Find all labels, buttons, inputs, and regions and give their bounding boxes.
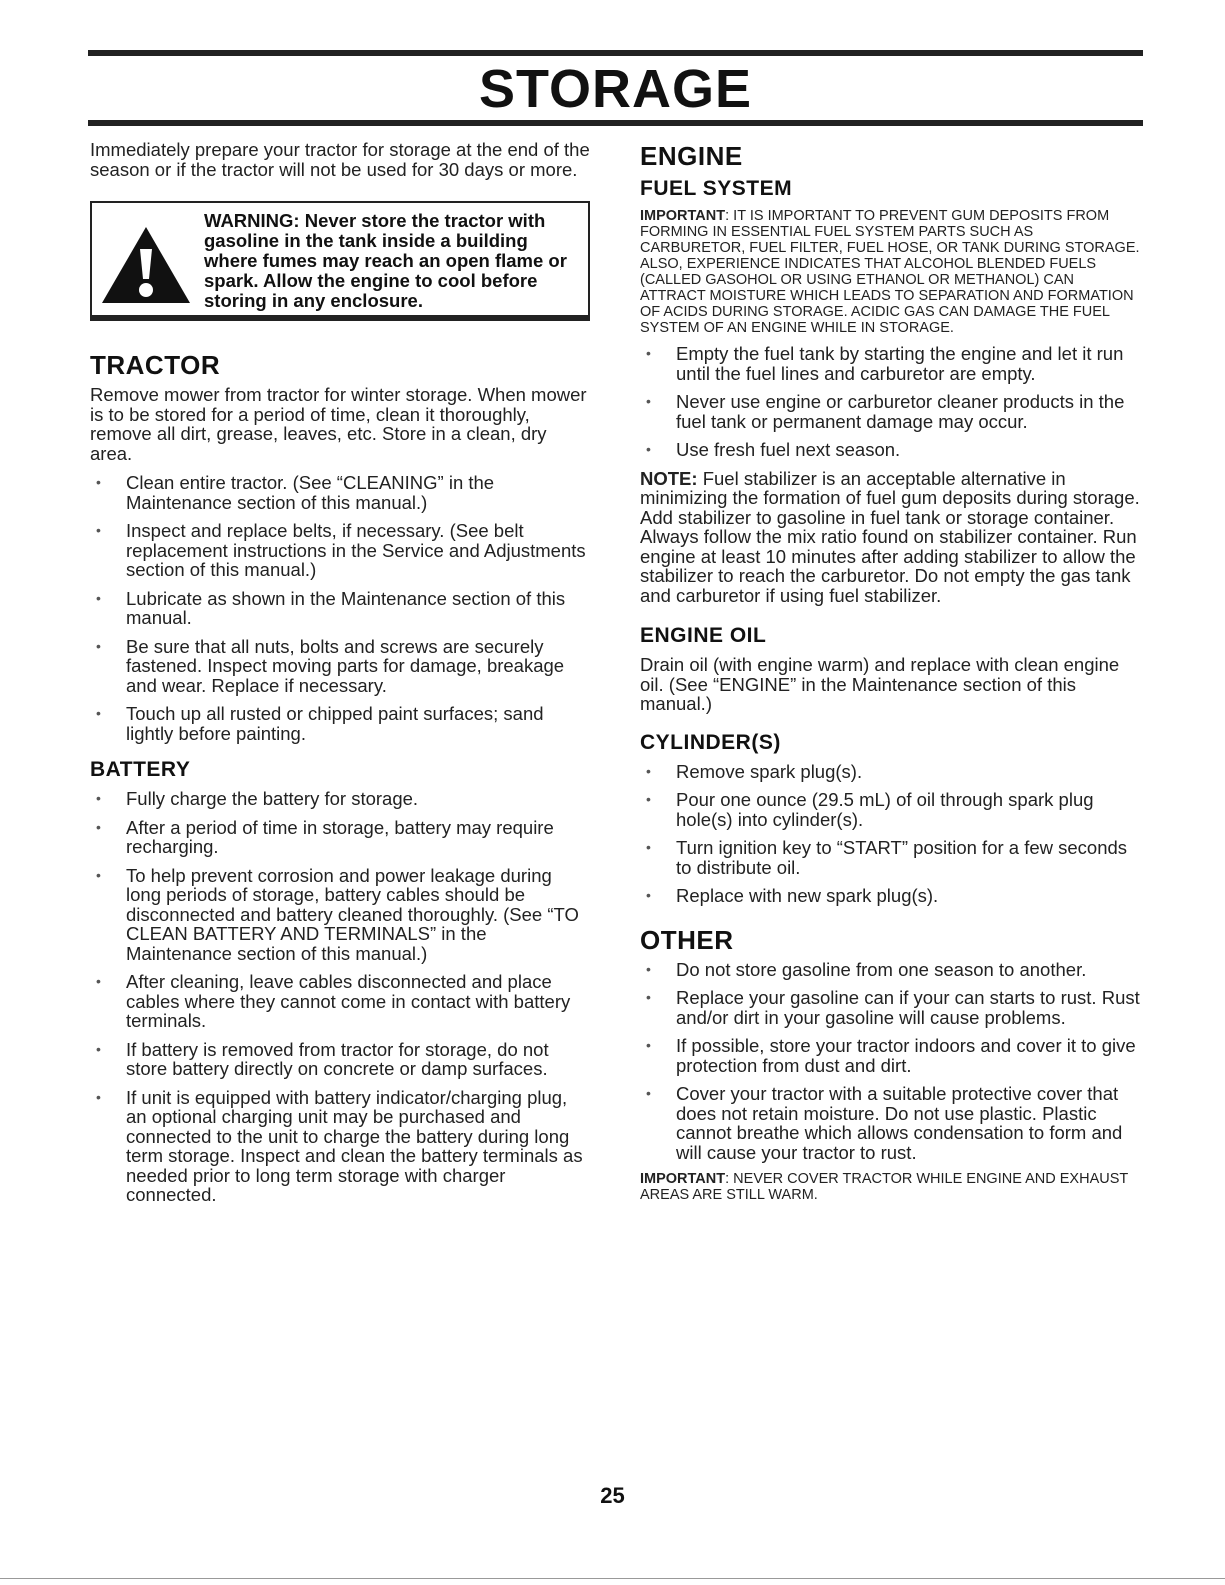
title-rule-top: [88, 50, 1143, 56]
note-text: Fuel stabilizer is an acceptable alternative in minimizing the formation of fuel gum deposits during storage. Add stabilizer to gasoline in fuel tank or storage container. Always follow the mix ratio found on stabilizer container. Run engine at least 10 minutes after adding stabilizer to allow the stabilizer to reach the carburetor. Do not empty the gas tank and carburetor if using fuel stabilizer.: [640, 467, 1140, 606]
fuel-system-list: [640, 344, 1142, 460]
other-important-note: [640, 1171, 1142, 1203]
engine-oil-paragraph: Drain oil (with engine warm) and replace with clean engine oil. (See “ENGINE” in the Maintenance section of this manual.): [640, 654, 1120, 714]
page-title: STORAGE: [478, 59, 753, 119]
list-item: • Remove spark plug(s).: [640, 762, 1142, 782]
note-label: NOTE:: [640, 467, 698, 489]
list-item: • Clean entire tractor. (See “CLEANING” in the Maintenance section of this manual.): [90, 473, 590, 512]
list-item: • Touch up all rusted or chipped paint surfaces; sand lightly before painting.: [90, 704, 590, 743]
other-list: [640, 960, 1142, 1163]
important-text: : NEVER COVER TRACTOR WHILE ENGINE AND EXHAUST AREAS ARE STILL WARM.: [640, 1171, 1128, 1203]
title-rule-bottom: [88, 120, 1143, 126]
list-item: • Turn ignition key to “START” position for a few seconds to distribute oil.: [640, 838, 1142, 877]
footer-rule: [0, 1578, 1225, 1579]
list-item: • Use fresh fuel next season.: [640, 440, 1142, 460]
warning-box: [90, 201, 590, 321]
tractor-heading: TRACTOR: [90, 350, 221, 380]
intro-paragraph: Immediately prepare your tractor for storage at the end of the season or if the tractor will not be used for 30 days or more.: [90, 139, 590, 180]
warning-triangle-icon: [100, 225, 192, 305]
other-heading: OTHER: [640, 924, 734, 955]
fuel-stabilizer-note: [640, 469, 1142, 606]
list-item: • Replace with new spark plug(s).: [640, 886, 1142, 906]
list-item: • Replace your gasoline can if your can starts to rust. Rust and/or dirt in your gasoline will cause problems.: [640, 988, 1142, 1027]
important-label: IMPORTANT: [640, 1171, 726, 1187]
list-item: • If unit is equipped with battery indicator/charging plug, an optional charging unit may be purchased and connected to the unit to charge the battery during long term storage. Inspect and clean the battery terminals as needed prior to long term storage with charger connected.: [90, 1088, 590, 1205]
important-text: : IT IS IMPORTANT TO PREVENT GUM DEPOSITS FROM FORMING IN ESSENTIAL FUEL SYSTEM PARTS SUCH AS CARBURETOR, FUEL FILTER, FUEL HOSE, OR TANK DURING STORAGE. ALSO, EXPERIENCE INDICATES THAT ALCOHOL BLENDED FUELS (CALLED GASOHOL OR USING ETHANOL OR METHANOL) CAN ATTRACT MOISTURE WHICH LEADS TO SEPARATION AND FORMATION OF ACIDS DURING STORAGE. ACIDIC GAS CAN DAMAGE THE FUEL SYSTEM OF AN ENGINE WHILE IN STORAGE.: [640, 208, 1140, 336]
battery-list: [90, 789, 590, 1205]
list-item: • After cleaning, leave cables disconnected and place cables where they cannot come in contact with battery terminals.: [90, 972, 590, 1031]
tractor-list: [90, 473, 590, 743]
list-item: • To help prevent corrosion and power leakage during long periods of storage, battery cables should be disconnected and battery cleaned thoroughly. (See “TO CLEAN BATTERY AND TERMINALS” in the Maintenance section of this manual.): [90, 866, 590, 964]
fuel-important-note: [640, 208, 1142, 336]
list-item: • Be sure that all nuts, bolts and screws are securely fastened. Inspect moving parts for damage, breakage and wear. Replace if necessary.: [90, 637, 590, 696]
list-item: • If battery is removed from tractor for storage, do not store battery directly on concrete or damp surfaces.: [90, 1040, 590, 1079]
tractor-paragraph: Remove mower from tractor for winter storage. When mower is to be stored for a period of time, clean it thoroughly, remove all dirt, grease, leaves, etc. Store in a clean, dry area.: [90, 384, 587, 464]
engine-oil-heading: ENGINE OIL: [640, 624, 767, 647]
list-item: • Inspect and replace belts, if necessary. (See belt replacement instructions in the Service and Adjustments section of this manual.): [90, 521, 590, 580]
battery-heading: BATTERY: [90, 758, 191, 781]
important-label: IMPORTANT: [640, 208, 726, 224]
list-item: • Fully charge the battery for storage.: [90, 789, 590, 809]
list-item: • Empty the fuel tank by starting the engine and let it run until the fuel lines and carburetor are empty.: [640, 344, 1142, 383]
engine-heading: ENGINE: [640, 141, 743, 171]
list-item: • Cover your tractor with a suitable protective cover that does not retain moisture. Do not use plastic. Plastic cannot breathe which allows condensation to form and will cause your tractor to rust.: [640, 1084, 1142, 1162]
list-item: • Never use engine or carburetor cleaner products in the fuel tank or permanent damage may occur.: [640, 392, 1142, 431]
list-item: • After a period of time in storage, battery may require recharging.: [90, 818, 590, 857]
cylinders-list: [640, 762, 1142, 906]
list-item: • Pour one ounce (29.5 mL) of oil through spark plug hole(s) into cylinder(s).: [640, 790, 1142, 829]
cylinders-heading: CYLINDER(S): [640, 730, 781, 754]
fuel-system-heading: FUEL SYSTEM: [640, 177, 793, 200]
warning-text: WARNING: Never store the tractor with gasoline in the tank inside a building where fumes may reach an open flame or spark. Allow the engine to cool before storing in any enclosure.: [204, 210, 567, 311]
list-item: • Lubricate as shown in the Maintenance section of this manual.: [90, 589, 590, 628]
left-column: [90, 140, 590, 1214]
list-item: • If possible, store your tractor indoors and cover it to give protection from dust and dirt.: [640, 1036, 1142, 1075]
list-item: • Do not store gasoline from one season to another.: [640, 960, 1142, 980]
right-column: [640, 140, 1142, 1211]
page-number: 25: [600, 1483, 625, 1508]
